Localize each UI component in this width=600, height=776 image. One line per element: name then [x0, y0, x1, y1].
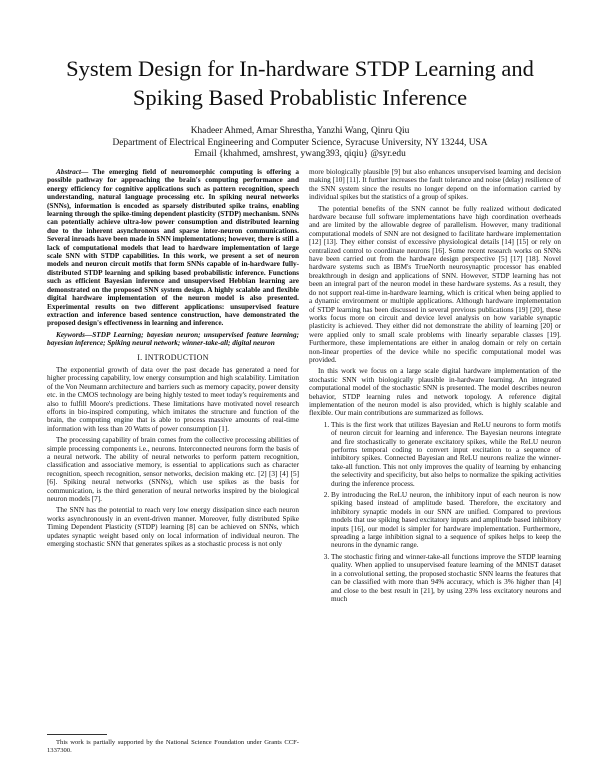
author-names: Khadeer Ahmed, Amar Shrestha, Yanzhi Wang, Qinru Qiu — [190, 126, 410, 136]
body-paragraph-continued: more biologically plausible [9] but also enhances unsupervised learning and decision making [10] [11]. It further increases the fault tolerance and noise (delay) resilience of the SNN system since the results no longer depend on the information carried by individual spikes but the statistics of a group of spikes. — [309, 168, 561, 202]
footnote-text: This work is partially supported by the National Science Foundation under Grants CCF-1337300. — [47, 739, 299, 754]
abstract — [47, 168, 299, 328]
contribution-item: 2. By introducing the ReLU neuron, the inhibitory input of each neuron is now spiking based instead of amplitude based. Therefore, the excitatory and inhibitory synaptic models in our SNN are unified. Compared to previous models that use spiking based excitatory inputs and amplitude based inhibitory inputs [16], our model is simpler for hardware implementation. Furthermore, spreading a large inhibition signal to a sequence of spikes helps to keep the neurons in the dynamic range. — [331, 491, 561, 550]
intro-paragraph-3: The SNN has the potential to reach very low energy dissipation since each neuron works asynchronously in an event-driven manner. Moreover, fully distributed Spike Timing Dependent Plasticity (STDP) learning [8] can be achieved on SNNs, which updates synaptic weight based only on local information of individual neuron. The emerging stochastic SNN that generates spikes as a stochastic process is not only — [47, 506, 299, 549]
footnote-rule — [47, 734, 107, 735]
author-block — [30, 126, 570, 161]
intro-paragraph-1: The exponential growth of data over the past decade has generated a need for higher processing capability, low energy consumption and high scalability. Limitation of the Von Neumann architecture and barriers such as memory capacity, power density etc. in the CMOS technology are being highly tested to meet today's requirements and also to fulfill Moore's predictions. These limitations have motivated novel research efforts in bio-inspired computing, which imitates the structure and function of the brain, the computing engine that is able to process massive amounts of real-time information with less than 20 Watts of power consumption [1]. — [47, 365, 299, 433]
footnote — [47, 739, 299, 755]
contribution-item: 3. The stochastic firing and winner-take-all functions improve the STDP learning quality. When applied to unsupervised feature learning of the MNIST dataset in a convolutional setting, the proposed stochastic SNN learns the features that can be classified with more than 94% accuracy, which is 3% higher than [4] and close to the best result in [21], by using 23% less excitatory neurons and much — [331, 553, 561, 603]
author-affiliation: Department of Electrical Engineering and Computer Science, Syracuse University, NY 13244, USA — [112, 137, 488, 148]
title-line-2: Spiking Based Probablistic Inference — [132, 85, 468, 110]
right-column — [309, 168, 561, 606]
keywords: Keywords—STDP Learning; bayesian neuron; unsupervised feature learning; bayesian inference; Spiking neural network; winner-take-all; digital neuron — [47, 330, 299, 348]
contribution-item: 1. This is the first work that utilizes Bayesian and ReLU neurons to form motifs of neuron circuit for learning and inference. The Bayesian neurons integrate and fire stochastically to generate excitatory spikes, while the ReLU neuron performs temporal coding to convert input excitation to a sequence of inhibitory spikes. Connected Bayesian and ReLU neurons realize the winner-take-all function. This not only improves the quality of learning by enhancing the selectivity and specificity, but also helps to normalize the spiking activities during the inference process. — [331, 421, 561, 488]
title-line-1: System Design for In-hardware STDP Learning and — [66, 56, 534, 81]
left-column — [47, 168, 299, 551]
body-paragraph-hardware: The potential benefits of the SNN cannot be fully realized without dedicated hardware because full software implementations have high coordination overheads and are limited by the allowable degree of parallelism. However, many traditional computational models of SNN are not designed to facilitate hardware implementation [12] [13]. They either consist of excessive physiological details [14] [15] or rely on centralized control to coordinate neurons [16]. Some recent research works on SNNs have been carried out from the hardware design perspective [5] [17] [18]. Novel hardware systems such as IBM's TrueNorth neurosynaptic processor has enabled breakthrough in design and applications of SNN. However, STDP learning has not been an integral part of the neuron model in these hardware systems. As a result, they do not support real-time in-hardware learning, which is critical when being applied to a dynamic environment or multiple applications. Although hardware implementation of STDP learning has been discussed in several previous publications [19] [20], these works focus more on circuit and device level analysis on how variable synaptic plasticity is achieved. They either did not demonstrate the ability of learning [20] or were applied only to small scale problems with linearly separable classes [19]. Furthermore, these implementations are either in analog domain or rely on certain non-linear properties of the device while no specific computational model was provided. — [309, 204, 561, 364]
author-email: Email {khahmed, amshrest, ywang393, qiqiu} @syr.edu — [194, 149, 406, 159]
intro-paragraph-2: The processing capability of brain comes from the collective processing abilities of simple processing components i.e., neurons. Interconnected neurons form the basis of a neural network. The ability of neural networks to perform pattern recognition, classification and associative memory, is essential to applications such as character recognition, speech recognition, sensor networks, decision making etc. [2] [3] [4] [5] [6]. Spiking neural networks (SNNs), which use spikes as the basis for communication, is the third generation of neural networks inspired by the biological neuron models [7]. — [47, 436, 299, 504]
contribution-list — [309, 421, 561, 604]
abstract-lead: Abstract — [56, 168, 81, 176]
section-heading-introduction: I. INTRODUCTION — [137, 352, 209, 362]
paper-title — [30, 54, 570, 112]
abstract-text: — The emerging field of neuromorphic computing is offering a possible pathway for approaching the brain's computing performance and energy efficiency for cognitive applications such as pattern recognition, speech understanding, natural language processing etc. In spiking neural networks (SNNs), information is encoded as sparsely distributed spike trains, enabling learning through the spike-timing dependent plasticity (STDP) mechanism. SNNs can potentially achieve ultra-low power consumption and distributed learning due to the inherent asynchronous and sparse inter-neuron communications. Several inroads have been made in SNN implementations; however, there is still a lack of computational models that lead to hardware implementation of large scale SNN with STDP capabilities. In this work, we present a set of neuron models and neuron circuit motifs that form SNNs capable of in-hardware fully-distributed STDP learning and spiking based probabilistic inference. Functions such as efficient Bayesian inference and unsupervised Hebbian learning are demonstrated on the proposed SNN system design. A highly scalable and flexible digital hardware implementation of the neuron model is also presented. Experimental results on two different applications: unsupervised feature extraction and inference based sentence construction, have demonstrated the proposed design's effectiveness in learning and inference. — [47, 168, 299, 328]
body-paragraph-focus: In this work we focus on a large scale digital hardware implementation of the stochastic SNN with biologically plausible in-hardware learning. An integrated computational model of the stochastic SNN is presented. The model describes neuron behavior, STDP learning rules and network topology. A reference digital implementation of the neuron model is also provided, which is highly scalable and flexible. Our main contributions are summarized as follows. — [309, 367, 561, 418]
